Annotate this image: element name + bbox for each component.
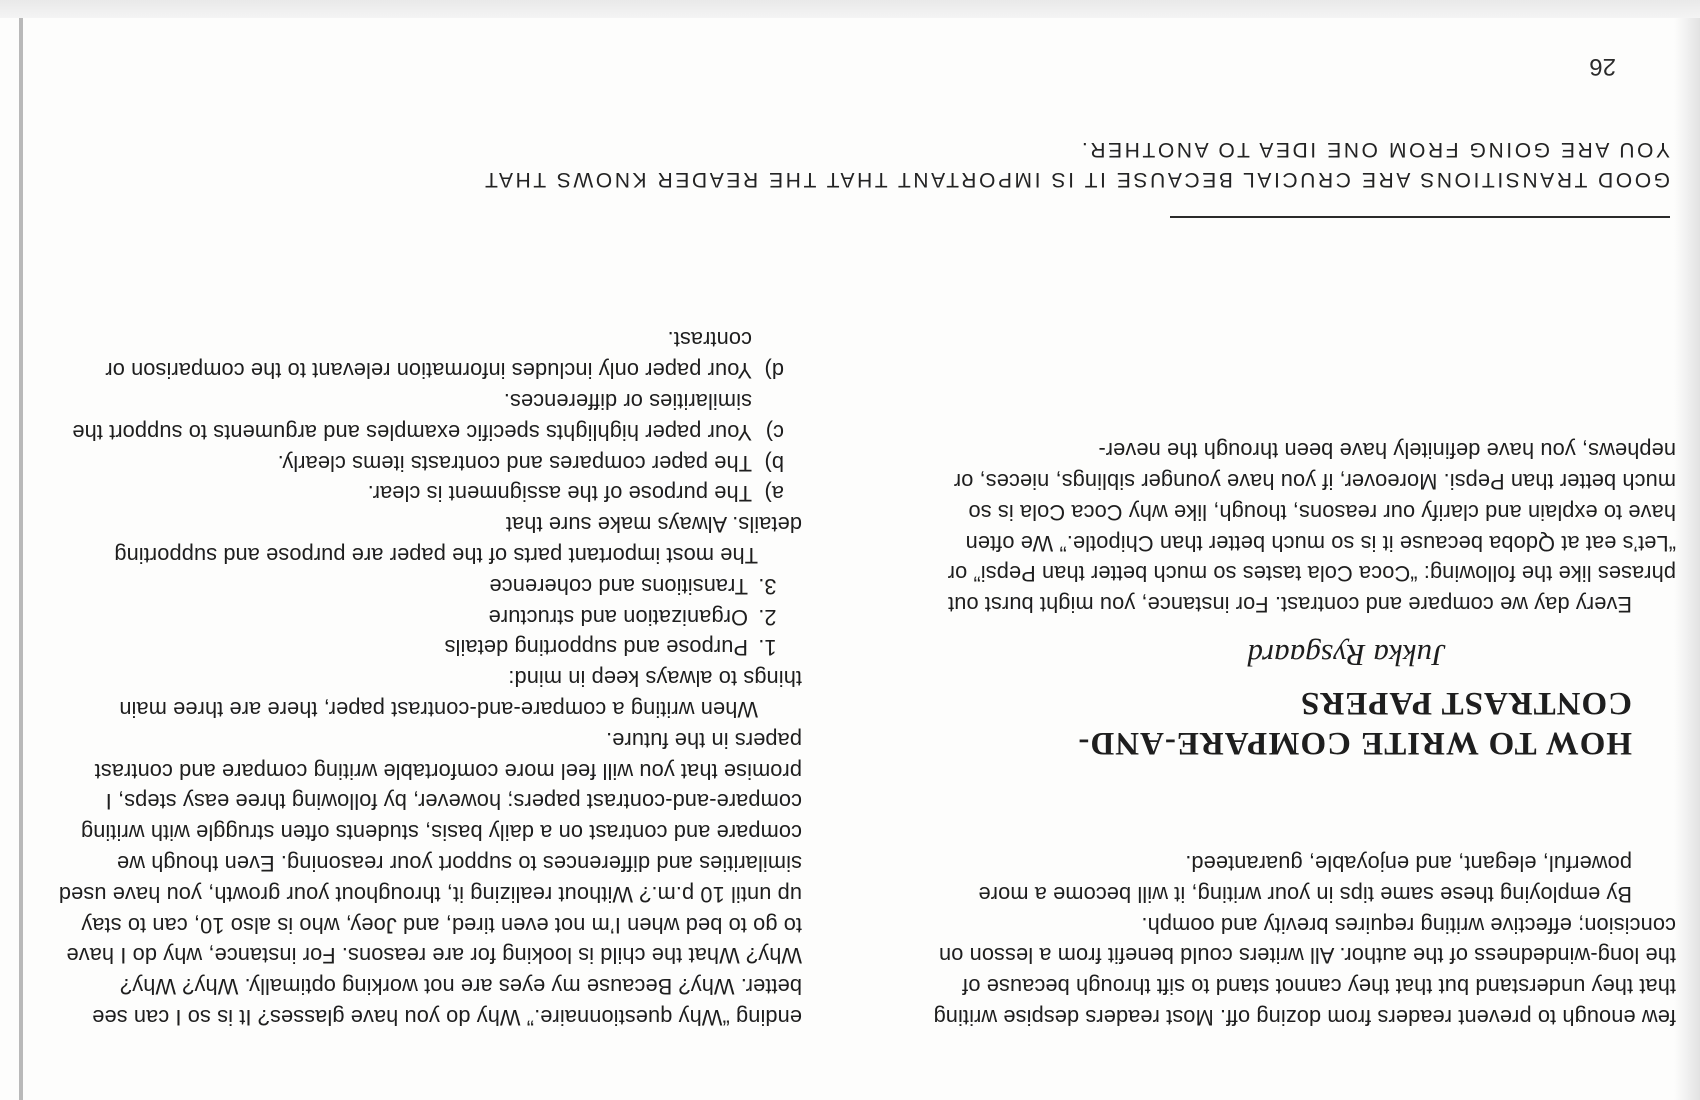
list-letter: b)	[764, 450, 784, 476]
article-title: HOW TO WRITE COMPARE-AND-CONTRAST PAPERS	[1077, 685, 1632, 762]
list-item	[58, 324, 802, 386]
list-item	[58, 385, 802, 447]
page-number: 26	[1589, 53, 1616, 80]
lettered-list	[58, 324, 802, 509]
list-item	[58, 478, 802, 509]
body-paragraph: ending “Why questionnaire.” Why do you have glasses? It is so I can see better. Why? Because my eyes are not working optimally. Why? Why? Why? What the child is looking for are reasons. For instance, why do I have to go to bed when I’m not even tired, and Joey, who is also 10, can to stay up until 10 p.m.? Without realizing it, throughout your growth, you have used similarities and differences to support your reasoning. Even though we compare and contrast on a daily basis, students often struggle with writing compare-and-contrast papers; however, by following three easy steps, I promise that you will feel more comfortable writing compare and contrast papers in the future.	[58, 727, 802, 1030]
list-item-text: The paper compares and contrasts items clearly.	[277, 450, 752, 476]
spacer	[932, 763, 1676, 847]
left-column	[932, 434, 1676, 1032]
list-item-text: Your paper only includes information relevant to the comparison or contrast.	[105, 327, 752, 384]
list-letter: c)	[765, 419, 784, 445]
list-letter: a)	[764, 481, 784, 507]
intro-paragraph: few enough to prevent readers from dozing off. Most readers despise writing that they understand but that they cannot stand to sift through because of the long-windedness of the author. All writers could benefit from a lesson on concision; effective writing requires brevity and oomph.	[933, 912, 1676, 1030]
right-column	[58, 324, 802, 1032]
body-paragraph: The most important parts of the paper are purpose and supporting details. Always make sure that	[114, 512, 802, 569]
pull-quote: GOOD TRANSITIONS ARE CRUCIAL BECAUSE IT IS IMPORTANT THAT THE READER KNOWS THAT YOU ARE GOING FROM ONE IDEA TO ANOTHER.	[482, 138, 1670, 191]
body-paragraph: Every day we compare and contrast. For instance, you might burst out phrases like the following: “Coca Cola tastes so much better than Pepsi” or “Let’s eat at Qdoba because it is so much better than Chipotle.” We often have to explain and clarify our reasons, though, like why Coca Cola is so much better than Pepsi. Moreover, if you have younger siblings, nieces, or nephews, you have definitely have been through the never-	[947, 438, 1676, 618]
list-item-text: Your paper highlights specific examples and arguments to support the similarities or differences.	[72, 389, 752, 445]
list-item	[58, 447, 802, 478]
author-name: Jukka Rysgaard	[1247, 638, 1446, 674]
list-item: 1. Purpose and supporting details	[58, 632, 752, 663]
list-item: 3. Transitions and coherence	[58, 570, 752, 601]
list-letter: d)	[764, 358, 784, 384]
list-item-text: The purpose of the assignment is clear.	[367, 481, 752, 507]
list-item: 2. Organization and structure	[58, 601, 752, 632]
intro-paragraph: By employing these same tips in your writing, it will become a more powerful, elegant, and enjoyable, guaranteed.	[978, 851, 1632, 907]
book-spine-edge	[19, 0, 23, 1100]
body-paragraph: When writing a compare-and-contrast paper, there are three main things to always keep in mind:	[119, 666, 802, 723]
scanner-shadow	[1674, 0, 1700, 1100]
pull-quote-divider	[1170, 216, 1670, 218]
page-bottom-edge	[0, 0, 1700, 18]
numbered-list	[58, 570, 802, 662]
